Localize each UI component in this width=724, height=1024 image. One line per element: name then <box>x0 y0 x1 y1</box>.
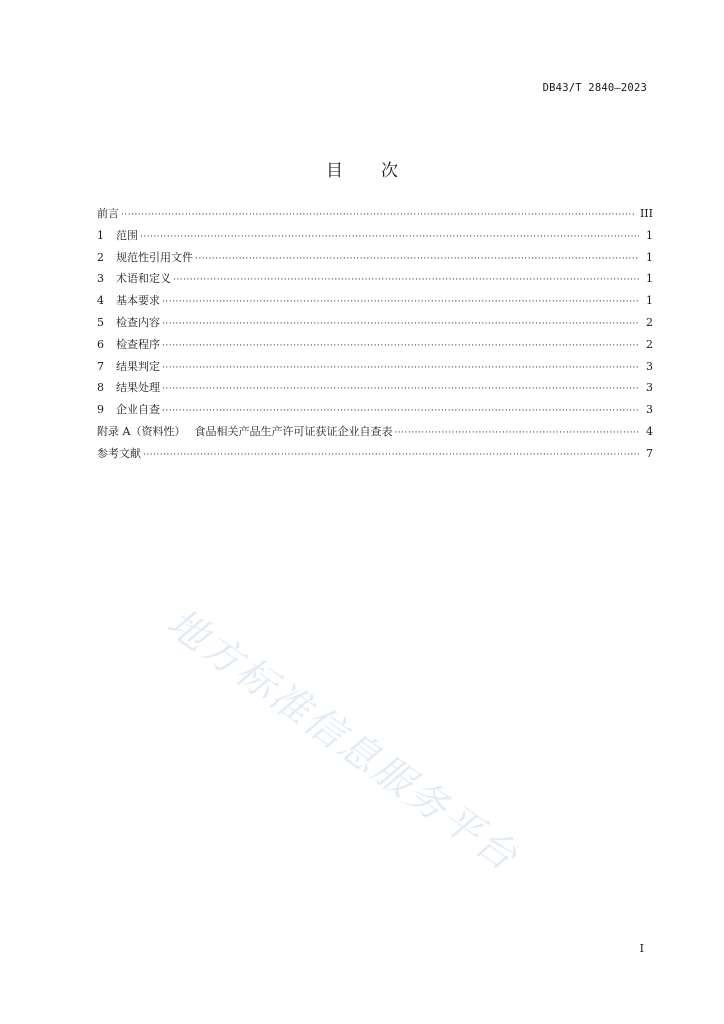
toc-entry-label: 结果判定 <box>116 359 160 373</box>
toc-page-number: 1 <box>646 272 653 286</box>
toc-page-number: 1 <box>646 294 653 308</box>
toc-entry-label <box>97 421 392 443</box>
toc-entry-inspection-procedure[interactable] <box>97 334 653 356</box>
toc-entry-number: 8 <box>97 381 104 395</box>
appendix-label: 附录 A（资料性） <box>97 424 186 438</box>
toc-entry-label: 规范性引用文件 <box>116 250 193 264</box>
toc-page-number: 3 <box>646 381 653 395</box>
toc-entry-label: 检查内容 <box>116 315 160 329</box>
toc-entry-bibliography[interactable] <box>97 443 653 465</box>
toc-entry-foreword[interactable] <box>97 203 653 225</box>
toc-leader <box>140 227 639 249</box>
toc-entry-terms-definitions[interactable] <box>97 268 653 290</box>
toc-leader <box>162 358 639 380</box>
toc-entry-appendix-a[interactable] <box>97 421 653 443</box>
toc-leader <box>162 379 639 401</box>
toc-leader <box>121 205 636 227</box>
toc-page-number: 1 <box>646 228 653 242</box>
toc-entry-label: 检查程序 <box>116 337 160 351</box>
toc-leader <box>162 292 639 314</box>
toc-page-number: III <box>639 207 653 220</box>
toc-entry-label: 范围 <box>116 228 138 242</box>
toc-entry-number: 2 <box>97 250 104 264</box>
toc-entry-label: 结果处理 <box>116 381 160 395</box>
toc-leader <box>394 423 639 445</box>
toc-page-number: 7 <box>646 446 653 460</box>
toc-entry-number: 5 <box>97 315 104 329</box>
appendix-title: 食品相关产品生产许可证获证企业自查表 <box>194 424 393 438</box>
toc-entry-label: 术语和定义 <box>116 272 171 286</box>
toc-entry-number: 4 <box>97 294 104 308</box>
title-char-right: 次 <box>381 161 398 182</box>
toc-leader <box>162 401 639 423</box>
toc-leader <box>143 445 639 467</box>
toc-entry-scope[interactable] <box>97 225 653 247</box>
toc-entry-number: 7 <box>97 359 104 373</box>
watermark: 地方标准信息服务平台 <box>158 600 527 881</box>
title-char-left: 目 <box>326 161 343 182</box>
toc-entry-basic-requirements[interactable] <box>97 290 653 312</box>
toc-page-number: 2 <box>646 315 653 329</box>
toc-entry-number: 9 <box>97 403 104 417</box>
page-title <box>0 156 724 181</box>
toc-page-number: 2 <box>646 337 653 351</box>
table-of-contents <box>97 203 653 465</box>
toc-entry-result-handling[interactable] <box>97 377 653 399</box>
toc-page-number: 1 <box>646 250 653 264</box>
toc-page-number: 3 <box>646 403 653 417</box>
toc-entry-normative-references[interactable] <box>97 247 653 269</box>
page-number: I <box>639 942 644 955</box>
toc-leader <box>195 249 639 271</box>
toc-entry-number: 1 <box>97 228 104 242</box>
toc-entry-number: 3 <box>97 272 104 286</box>
toc-entry-self-inspection[interactable] <box>97 399 653 421</box>
toc-entry-result-judgment[interactable] <box>97 356 653 378</box>
toc-entry-label: 基本要求 <box>116 294 160 308</box>
toc-leader <box>162 336 639 358</box>
toc-entry-number: 6 <box>97 337 104 351</box>
document-code: DB43/T 2840—2023 <box>542 82 647 94</box>
toc-page-number: 4 <box>646 424 653 438</box>
toc-entry-label: 前言 <box>97 207 119 220</box>
toc-page-number: 3 <box>646 359 653 373</box>
toc-entry-inspection-content[interactable] <box>97 312 653 334</box>
toc-leader <box>162 314 639 336</box>
toc-entry-label: 企业自查 <box>116 403 160 417</box>
toc-entry-label: 参考文献 <box>97 446 141 460</box>
toc-leader <box>173 270 639 292</box>
